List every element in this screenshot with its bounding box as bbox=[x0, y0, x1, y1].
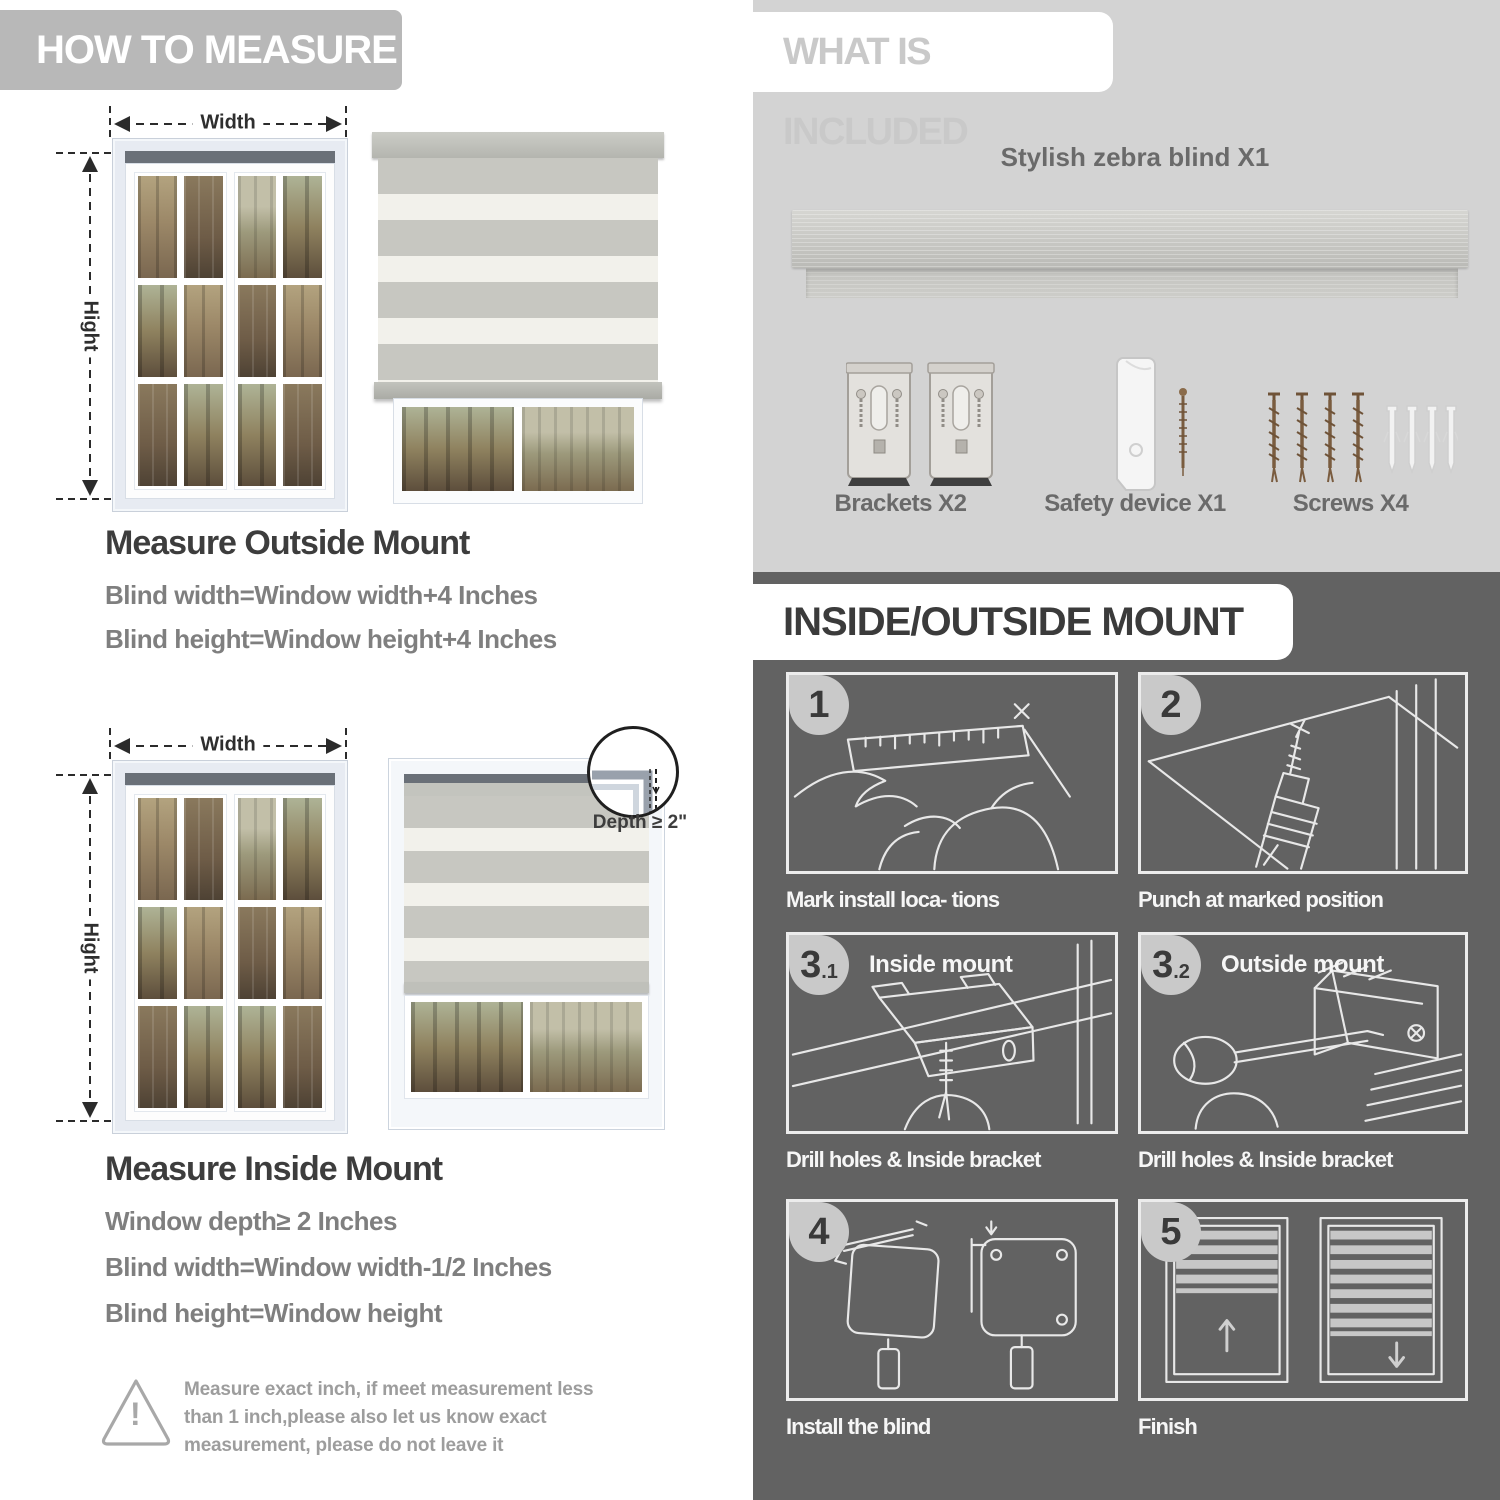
blind-bottom-rail bbox=[404, 982, 649, 993]
step-badge: 4 bbox=[789, 1202, 849, 1262]
warning-text bbox=[184, 1376, 664, 1460]
outside-mount-formula-width: Blind width=Window width+4 Inches bbox=[105, 580, 538, 610]
screws-label: Screws X4 bbox=[1292, 490, 1409, 517]
depth-magnifier-icon bbox=[587, 726, 679, 818]
step-badge: 2 bbox=[1141, 675, 1201, 735]
step-caption: Finish bbox=[1138, 1414, 1197, 1439]
window-casements bbox=[125, 163, 335, 499]
safety-device-label: Safety device X1 bbox=[1044, 490, 1226, 517]
window-pane bbox=[283, 285, 322, 378]
step-badge: 1 bbox=[789, 675, 849, 735]
brackets-label: Brackets X2 bbox=[834, 490, 967, 517]
blind-bottom-rail bbox=[374, 382, 662, 399]
warning-triangle-icon bbox=[100, 1374, 172, 1450]
screws-image bbox=[1262, 386, 1458, 498]
window-pane bbox=[238, 176, 277, 278]
window-illustration-outside bbox=[112, 138, 348, 512]
warning-exclamation-mark: ! bbox=[130, 1396, 141, 1432]
warning-line: measurement, please do not leave it bbox=[184, 1435, 504, 1456]
step-caption: Install the blind bbox=[786, 1414, 931, 1439]
inside-mount-formula-depth: Window depth≥ 2 Inches bbox=[105, 1206, 397, 1236]
window-pane bbox=[138, 907, 177, 1000]
window-pane bbox=[283, 907, 322, 1000]
width-label: Width bbox=[192, 112, 263, 135]
window-below-blind bbox=[394, 399, 642, 503]
step-caption: Punch at marked position bbox=[1138, 887, 1383, 912]
window-headrail-shadow bbox=[125, 151, 335, 163]
window-pane bbox=[184, 285, 223, 378]
window-pane bbox=[522, 407, 634, 491]
step-caption: Mark install loca- tions bbox=[786, 887, 1000, 912]
window-pane bbox=[411, 1002, 523, 1092]
window-pane bbox=[283, 384, 322, 486]
height-label: Hight bbox=[79, 916, 102, 979]
window-pane bbox=[138, 798, 177, 900]
window-casement-left bbox=[134, 172, 227, 490]
step-panel bbox=[1138, 1199, 1468, 1401]
window-pane bbox=[184, 798, 223, 900]
inside-mount-formula-height: Blind height=Window height bbox=[105, 1298, 442, 1328]
window-pane bbox=[238, 1006, 277, 1108]
depth-note: Depth ≥ 2" bbox=[592, 812, 688, 833]
step-panel bbox=[1138, 672, 1468, 874]
window-pane bbox=[238, 798, 277, 900]
outside-mount-title: Measure Outside Mount bbox=[105, 524, 470, 562]
inside-mount-title: Measure Inside Mount bbox=[105, 1150, 443, 1188]
step-tag: Outside mount bbox=[1221, 951, 1384, 978]
zebra-blind-outside-illustration bbox=[372, 132, 664, 503]
warning-line: than 1 inch,please also let us know exact bbox=[184, 1407, 547, 1428]
product-label: Stylish zebra blind X1 bbox=[1000, 142, 1270, 172]
window-pane bbox=[138, 1006, 177, 1108]
step-panel bbox=[786, 672, 1118, 874]
step-caption: Drill holes & Inside bracket bbox=[1138, 1147, 1393, 1172]
blind-valance-image bbox=[806, 268, 1458, 298]
width-arrow-inside bbox=[108, 728, 348, 762]
window-pane bbox=[402, 407, 514, 491]
step-5 bbox=[1138, 1199, 1468, 1440]
mount-title: INSIDE/OUTSIDE MOUNT bbox=[783, 600, 1244, 644]
how-to-measure-banner bbox=[0, 10, 402, 90]
window-pane bbox=[238, 285, 277, 378]
window-pane bbox=[184, 1006, 223, 1108]
height-label: Hight bbox=[79, 294, 102, 357]
window-pane bbox=[138, 384, 177, 486]
window-casement-right bbox=[234, 794, 327, 1112]
window-pane bbox=[283, 1006, 322, 1108]
window-casement-right bbox=[234, 172, 327, 490]
step-3-1 bbox=[786, 932, 1118, 1173]
window-pane bbox=[184, 907, 223, 1000]
step-panel bbox=[786, 932, 1118, 1134]
blind-zebra-stripes bbox=[378, 158, 658, 382]
window-pane bbox=[283, 176, 322, 278]
safety-device-image bbox=[1090, 352, 1210, 502]
window-pane bbox=[184, 384, 223, 486]
step-tag: Inside mount bbox=[869, 951, 1013, 978]
window-pane bbox=[238, 384, 277, 486]
window-pane bbox=[184, 176, 223, 278]
window-casements bbox=[125, 785, 335, 1121]
window-pane bbox=[530, 1002, 642, 1092]
step-panel bbox=[786, 1199, 1118, 1401]
how-to-measure-title: HOW TO MEASURE bbox=[36, 28, 397, 72]
step-badge: 3 .1 bbox=[789, 935, 849, 995]
warning-line: Measure exact inch, if meet measurement less bbox=[184, 1379, 594, 1400]
step-1 bbox=[786, 672, 1118, 913]
step-badge: 3 .2 bbox=[1141, 935, 1201, 995]
outside-mount-formula-height: Blind height=Window height+4 Inches bbox=[105, 624, 557, 654]
included-banner bbox=[753, 12, 1113, 153]
step-badge: 5 bbox=[1141, 1202, 1201, 1262]
window-headrail-shadow bbox=[125, 773, 335, 785]
window-below-blind bbox=[404, 995, 649, 1099]
window-illustration-inside bbox=[112, 760, 348, 1134]
step-caption: Drill holes & Inside bracket bbox=[786, 1147, 1041, 1172]
window-pane bbox=[283, 798, 322, 900]
step-panel bbox=[1138, 932, 1468, 1134]
step-3-2 bbox=[1138, 932, 1468, 1173]
blind-cassette bbox=[372, 132, 664, 158]
brackets-image bbox=[846, 356, 996, 496]
window-pane bbox=[138, 176, 177, 278]
window-pane bbox=[238, 907, 277, 1000]
step-4 bbox=[786, 1199, 1118, 1440]
included-title: WHAT IS INCLUDED bbox=[783, 31, 968, 153]
frame-corner-detail-icon bbox=[590, 729, 676, 815]
width-arrow-outside bbox=[108, 106, 348, 140]
step-2 bbox=[1138, 672, 1468, 913]
mount-banner bbox=[753, 584, 1293, 660]
inside-mount-formula-width: Blind width=Window width-1/2 Inches bbox=[105, 1252, 552, 1282]
window-pane bbox=[138, 285, 177, 378]
width-label: Width bbox=[192, 734, 263, 757]
blind-headrail-image bbox=[792, 210, 1468, 268]
window-casement-left bbox=[134, 794, 227, 1112]
